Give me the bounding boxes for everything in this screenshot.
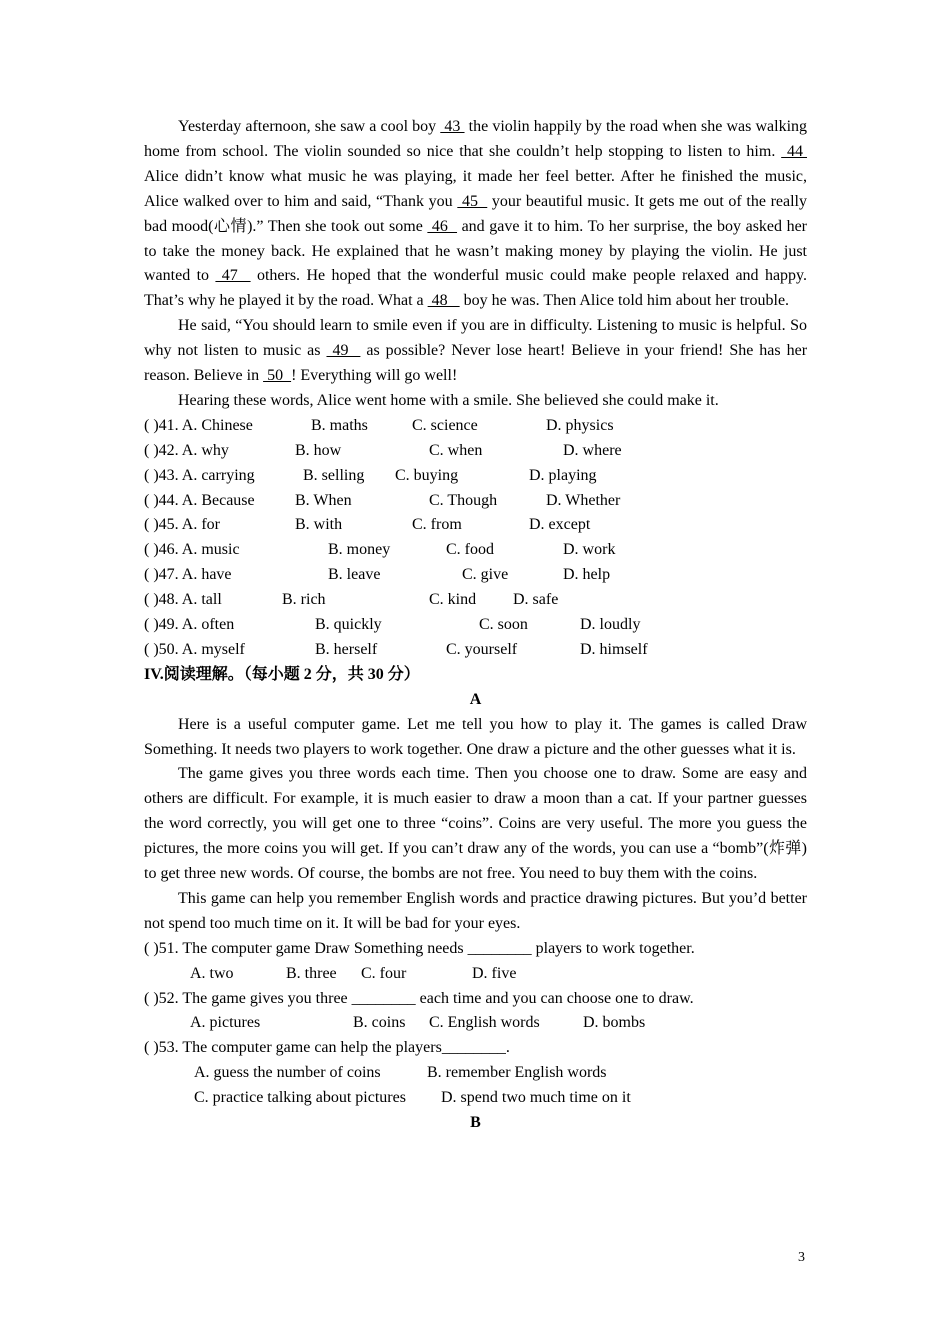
- question-row: ( )43. A. carrying B. selling C. buying D. playing: [144, 466, 597, 484]
- blank-43: 43: [440, 118, 465, 135]
- question-row: ( )53. The computer game can help the players________.: [144, 1039, 510, 1057]
- blank-45: 45: [457, 192, 488, 210]
- blank-50: 50: [263, 367, 292, 385]
- options-row: C. practice talking about pictures D. spend two much time on it: [194, 1089, 631, 1107]
- section-title: IV.阅读理解。（每小题 2 分，共 30 分）: [144, 665, 420, 683]
- page-number: 3: [798, 1250, 805, 1265]
- question-row: ( )48. A. tall B. rich C. kind D. safe: [144, 591, 559, 609]
- blank-47: 47: [215, 267, 251, 285]
- paragraph: Yesterday afternoon, she saw a cool boy 43 the violin happily by the road when she was walking home from school. The violin sounded so nice that she couldn’t help stopping to listen to him. 44 Alice didn’t know what music he was playing, it made her feel better. After he finished the music, Alice walked over to him and said, “Thank you 45 your beautiful music. It gets me out of the really bad mood(心情).” Then she took out some 46 and gave it to him. To her surprise, the boy asked her to take the money back. He explained that he wasn’t making money by playing the violin. He just wanted to 47 others. He hoped that the wonderful music could make people relaxed and happy. That’s why he played it by the road. What a 48 boy he was. Then Alice told him about her trouble.: [144, 118, 808, 310]
- options-row: A. two B. three C. four D. five: [190, 964, 517, 982]
- paragraph: The game gives you three words each time. Then you choose one to draw. Some are easy and others are difficult. For example, it is much easier to draw a moon than a cat. If your partner guesses the word correctly, you will get one to three “coins”. Coins are very useful. The more you guess the pictures, the more coins you will get. If you can’t draw any of the words, you can use a “bomb”(炸弹) to get three new words. Of course, the bombs are not free. You need to buy them with the coins.: [144, 765, 807, 883]
- question-row: ( )46. A. music B. money C. food D. work: [144, 541, 616, 559]
- paragraph: This game can help you remember English words and practice drawing pictures. But you’d better not spend too much time on it. It will be bad for your eyes.: [144, 889, 807, 932]
- paragraph: He said, “You should learn to smile even if you are in difficulty. Listening to music is helpful. So why not listen to music as 49 as possible? Never lose heart! Believe in your friend! She has her reason. Believe in 50 ! Everything will go well!: [144, 317, 808, 385]
- page-content: [144, 115, 807, 1136]
- blank-49: 49: [326, 342, 361, 360]
- question-row: ( )41. A. Chinese B. maths C. science D. physics: [144, 416, 614, 434]
- options-row: A. pictures B. coins C. English words D. bombs: [190, 1014, 646, 1032]
- paragraph: Here is a useful computer game. Let me tell you how to play it. The games is called Draw Something. It needs two players to work together. One draw a picture and the other guesses what it is.: [144, 715, 807, 758]
- paragraph: Hearing these words, Alice went home with a smile. She believed she could make it.: [178, 391, 719, 409]
- options-row: A. guess the number of coins B. remember English words: [194, 1064, 607, 1082]
- question-row: ( )44. A. Because B. When C. Though D. Whether: [144, 491, 621, 509]
- blank-44: 44: [781, 142, 808, 160]
- question-row: ( )50. A. myself B. herself C. yourself D. himself: [144, 640, 648, 658]
- question-row: ( )52. The game gives you three ________ each time and you can choose one to draw.: [144, 989, 694, 1007]
- question-row: ( )49. A. often B. quickly C. soon D. loudly: [144, 616, 641, 633]
- passage-heading: B: [470, 1113, 481, 1131]
- blank-48: 48: [427, 292, 460, 310]
- passage-heading: A: [469, 690, 482, 708]
- question-row: ( )47. A. have B. leave C. give D. help: [144, 566, 611, 584]
- question-row: ( )42. A. why B. how C. when D. where: [144, 441, 622, 459]
- question-row: ( )51. The computer game Draw Something needs ________ players to work together.: [144, 939, 695, 957]
- question-row: ( )45. A. for B. with C. from D. except: [144, 516, 591, 534]
- blank-46: 46: [427, 217, 458, 235]
